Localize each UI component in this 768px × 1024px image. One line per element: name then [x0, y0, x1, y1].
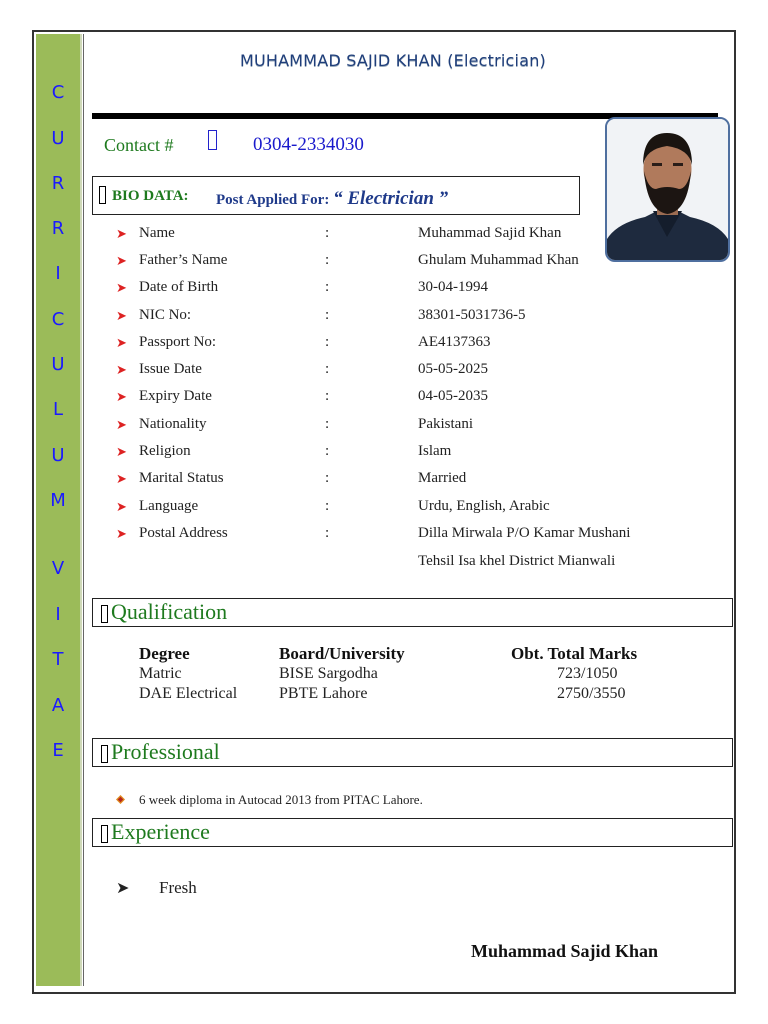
bio-data-label: BIO DATA:: [112, 188, 189, 204]
sidebar-letter: R: [51, 218, 65, 239]
qualification-section-box: [92, 598, 733, 627]
marks-cell: 2750/3550: [557, 685, 626, 702]
sidebar-letter: M: [50, 490, 66, 511]
board-header: Board/University: [279, 644, 405, 663]
red-arrow-icon: ➤: [116, 389, 127, 404]
field-label: Language: [139, 498, 199, 514]
sidebar-letter: U: [51, 354, 65, 375]
field-colon: :: [325, 416, 330, 432]
professional-section-box: [92, 738, 733, 767]
box-marker-icon: [101, 605, 108, 623]
red-arrow-icon: ➤: [116, 253, 127, 268]
bio-field-row: [116, 388, 716, 410]
field-label: Date of Birth: [139, 279, 219, 295]
board-cell: PBTE Lahore: [279, 685, 368, 702]
sidebar-letter: A: [51, 695, 65, 716]
post-applied-value: “ Electrician ”: [333, 188, 449, 209]
sidebar-letter: C: [51, 309, 65, 330]
post-applied-label: Post Applied For:: [216, 192, 330, 208]
sidebar-letter: C: [51, 82, 65, 103]
professional-heading: Professional: [111, 739, 220, 764]
bio-field-row: [116, 225, 716, 247]
bio-field-row: [116, 443, 716, 465]
sidebar-letter: U: [51, 445, 65, 466]
marks-header: Obt. Total Marks: [511, 644, 638, 663]
field-label: Marital Status: [139, 470, 224, 486]
field-colon: :: [325, 252, 330, 268]
board-cell: BISE Sargodha: [279, 665, 378, 682]
qualification-heading: Qualification: [111, 599, 228, 624]
field-value: 05-05-2025: [418, 361, 488, 377]
diamond-bullet-icon: [116, 795, 125, 804]
field-label: Nationality: [139, 416, 207, 432]
field-value: Ghulam Muhammad Khan: [418, 252, 579, 268]
experience-item: Fresh: [159, 878, 197, 897]
bio-data-box: [92, 176, 580, 215]
bio-field-row: [116, 553, 716, 575]
red-arrow-icon: ➤: [116, 308, 127, 323]
marks-cell: 723/1050: [557, 665, 618, 682]
field-value: Pakistani: [418, 416, 473, 432]
field-colon: :: [325, 307, 330, 323]
field-colon: :: [325, 225, 330, 241]
field-value: Muhammad Sajid Khan: [418, 225, 562, 241]
experience-section-box: [92, 818, 733, 847]
phone-icon: [208, 130, 217, 150]
field-label: Passport No:: [139, 334, 217, 350]
page-title: MUHAMMAD SAJID KHAN (Electrician): [240, 51, 546, 70]
field-label: Father’s Name: [139, 252, 228, 268]
phone-number: 0304-2334030: [253, 134, 364, 155]
field-label: Expiry Date: [139, 388, 212, 404]
bio-field-row: [116, 252, 716, 274]
bio-field-row: [116, 279, 716, 301]
field-value: 30-04-1994: [418, 279, 488, 295]
field-colon: :: [325, 279, 330, 295]
field-value: Married: [418, 470, 467, 486]
red-arrow-icon: ➤: [116, 280, 127, 295]
field-label: Religion: [139, 443, 191, 459]
box-marker-icon: [101, 745, 108, 763]
arrow-bullet-icon: ➤: [116, 880, 130, 897]
sidebar-divider: [83, 34, 84, 986]
red-arrow-icon: ➤: [116, 526, 127, 541]
bio-field-row: [116, 525, 716, 547]
field-colon: :: [325, 498, 330, 514]
field-label: NIC No:: [139, 307, 192, 323]
field-value: AE4137363: [418, 334, 491, 350]
field-value: Urdu, English, Arabic: [418, 498, 550, 514]
sidebar-letter: R: [51, 173, 65, 194]
sidebar-letter: U: [51, 128, 65, 149]
box-marker-icon: [101, 825, 108, 843]
degree-cell: DAE Electrical: [139, 685, 238, 702]
red-arrow-icon: ➤: [116, 471, 127, 486]
box-marker-icon: [99, 186, 106, 204]
sidebar-letter: V: [51, 558, 65, 579]
field-value: 04-05-2035: [418, 388, 488, 404]
sidebar-letter: T: [52, 649, 64, 670]
bio-field-row: [116, 498, 716, 520]
red-arrow-icon: ➤: [116, 499, 127, 514]
red-arrow-icon: ➤: [116, 226, 127, 241]
field-colon: :: [325, 334, 330, 350]
field-label: Postal Address: [139, 525, 228, 541]
field-value: Dilla Mirwala P/O Kamar Mushani: [418, 525, 631, 541]
red-arrow-icon: ➤: [116, 444, 127, 459]
field-colon: :: [325, 388, 330, 404]
field-colon: :: [325, 361, 330, 377]
sidebar-letter: L: [52, 399, 64, 420]
field-colon: :: [325, 470, 330, 486]
field-value: 38301-5031736-5: [418, 307, 526, 323]
field-colon: :: [325, 443, 330, 459]
degree-cell: Matric: [139, 665, 182, 682]
address-line-2: Tehsil Isa khel District Mianwali: [418, 553, 616, 569]
bio-field-row: [116, 361, 716, 383]
degree-header: Degree: [139, 644, 190, 663]
field-label: Issue Date: [139, 361, 202, 377]
field-colon: :: [325, 525, 330, 541]
red-arrow-icon: ➤: [116, 417, 127, 432]
contact-label: Contact #: [104, 135, 174, 155]
vertical-sidebar: [36, 34, 82, 986]
field-label: Name: [139, 225, 175, 241]
post-applied: [216, 188, 448, 210]
bio-field-row: [116, 334, 716, 356]
bio-field-row: [116, 470, 716, 492]
red-arrow-icon: ➤: [116, 335, 127, 350]
sidebar-letter: I: [55, 263, 61, 284]
sidebar-letter: I: [55, 604, 61, 625]
professional-item: 6 week diploma in Autocad 2013 from PITAC Lahore.: [139, 792, 423, 807]
red-arrow-icon: ➤: [116, 362, 127, 377]
bio-field-row: [116, 416, 716, 438]
sidebar-letter: E: [52, 740, 64, 761]
experience-heading: Experience: [111, 819, 210, 844]
bio-field-row: [116, 307, 716, 329]
field-value: Islam: [418, 443, 452, 459]
signature-name: Muhammad Sajid Khan: [471, 941, 659, 961]
